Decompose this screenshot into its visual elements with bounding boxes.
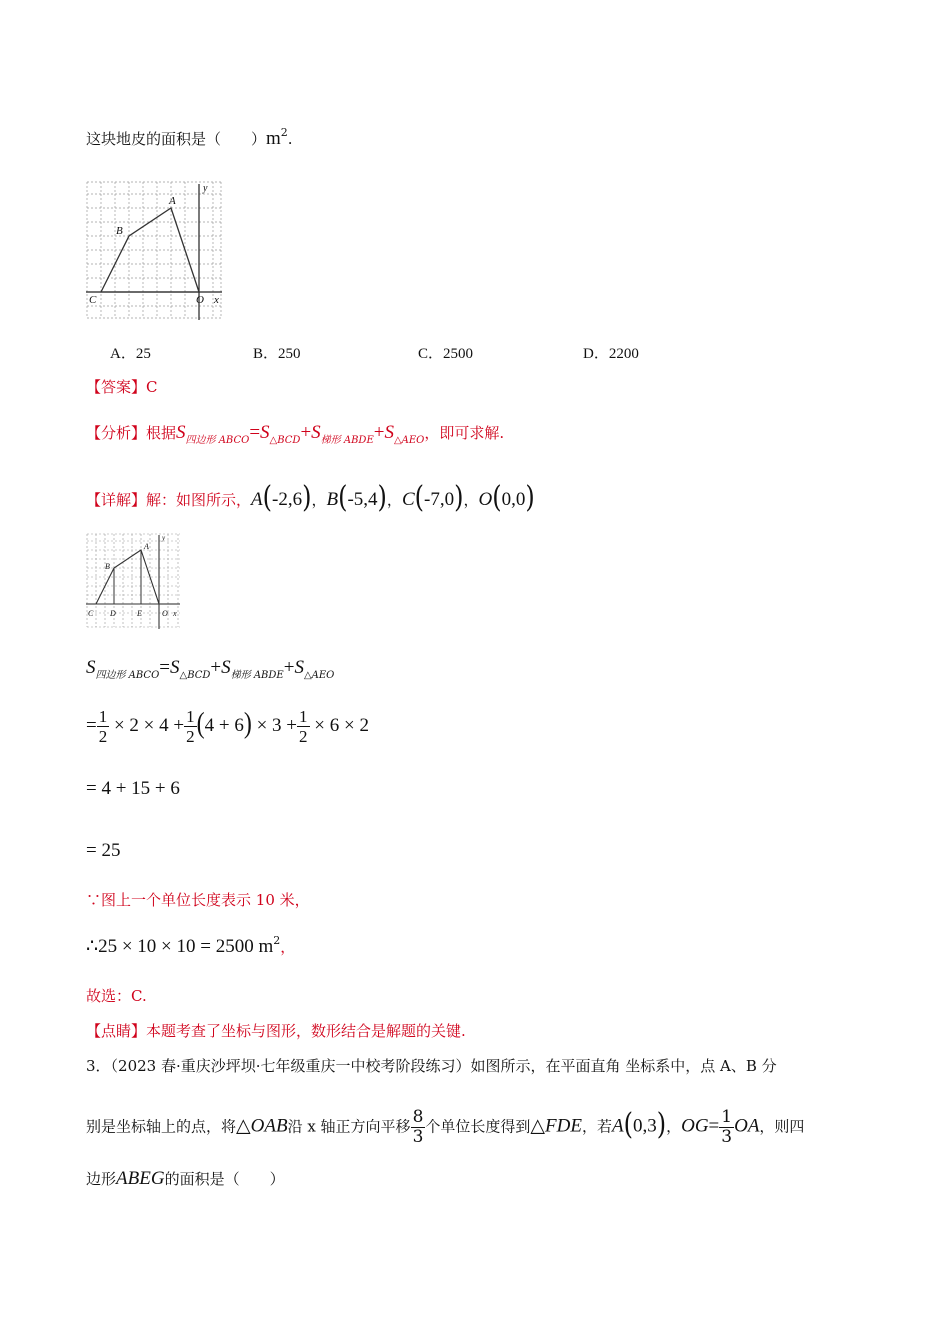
fraction-half: $\frac{1}{2}$ [299,707,308,746]
option-c[interactable]: C．2500 [418,346,474,362]
label-C: C [89,294,97,306]
fraction-half: $\frac{1}{2}$ [186,707,195,746]
label-D: D [110,609,116,618]
label-y: y [162,534,166,542]
label-E: E [137,609,142,618]
label-x: x [173,609,177,618]
therefore-line: ∴25 × 10 × 10 = 2500 $m^2$， [86,934,296,957]
calc-line-2: = $\frac{1}{2}$ × 2 × 4 + $\frac{1}{2}$ (4 + 6) × 3 + $\frac{1}{2}$ × 6 × 2 [86,707,369,746]
option-d[interactable]: D．2200 [583,346,639,362]
calc-line-1: $S_{四边形 ABCO}=S_{\triangle BCD}+S_{梯形 ABDE}+S_{\triangle AEO}$ [86,657,335,681]
because-line: ∵图上一个单位长度表示 10 米， [86,891,310,909]
label-B: B [116,225,123,237]
label-O: O [196,294,204,306]
q3-line-3: 边形ABEG的面积是（ ） [86,1168,285,1189]
label-B: B [105,562,110,571]
option-a[interactable]: A．25 [110,346,151,362]
calc-line-4: = 25 [86,840,121,861]
detail-intro: 【详解】解：如图所示，A(-2,6)，B(-5,4)，C(-7,0)，O(0,0) [86,479,535,515]
label-y: y [203,183,208,194]
answer: 【答案】C [86,378,158,396]
label-A: A [169,195,176,207]
label-A: A [144,542,149,551]
choice-line: 故选：C. [86,987,147,1005]
label-O: O [162,609,168,618]
coordinate-figure-1 [86,181,224,321]
option-b[interactable]: B．250 [253,346,301,362]
coordinate-figure-2 [86,533,182,629]
fraction-one-third: $\frac{1}{3}$ [721,1107,733,1147]
analysis: 【分析】根据$S_{四边形 ABCO}=S_{\triangle BCD}+S_{梯形 ABDE}+S_{\triangle AEO}$，即可求解. [86,422,505,446]
comment-line: 【点睛】本题考查了坐标与图形，数形结合是解题的关键. [86,1022,466,1040]
q3-line-1: 3．（2023 春·重庆沙坪坝·七年级重庆一中校考阶段练习）如图所示，在平面直角 坐标系中，点 A、B 分 [86,1057,777,1075]
fraction-eight-thirds: $\frac{8}{3}$ [412,1107,424,1147]
q3-line-2: 别是坐标轴上的点，将△OAB沿 x 轴正方向平移 $\frac{8}{3}$ 个单位长度得到△FDE，若A(0,3)，OG= $\frac{1}{3}$ OA，则四 [86,1106,805,1147]
label-C: C [88,609,94,618]
label-x: x [214,294,219,306]
fraction-half: $\frac{1}{2}$ [98,707,108,746]
question-prompt: 这块地皮的面积是（ ）$m^2$. [86,126,293,149]
calc-line-3: = 4 + 15 + 6 [86,778,180,799]
